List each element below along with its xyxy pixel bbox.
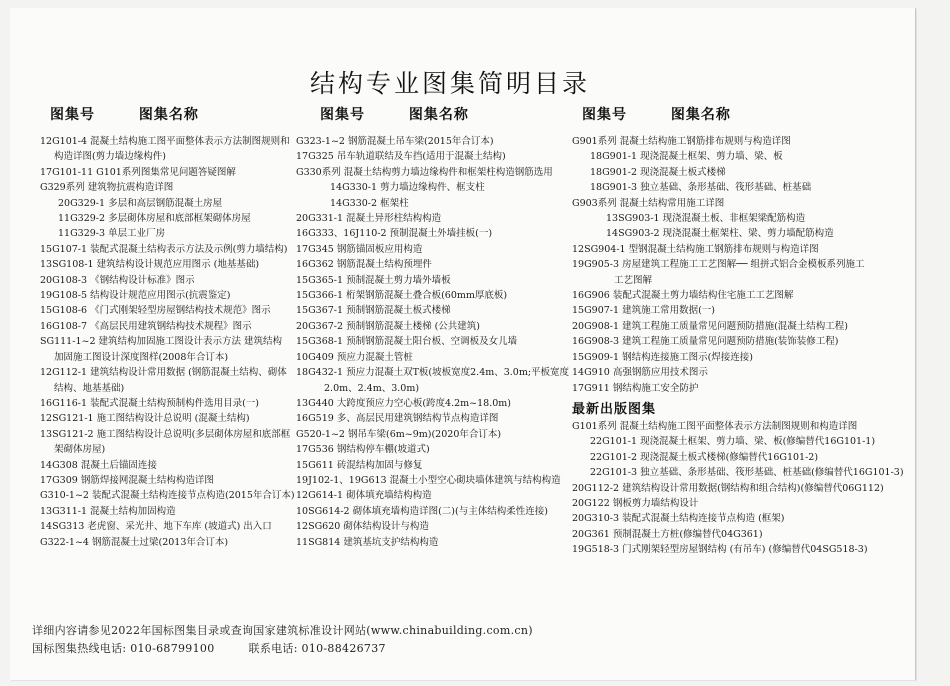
column-header	[40, 104, 295, 126]
footer-hotline: 国标图集热线电话: 010-68799100	[32, 642, 215, 655]
list-item-continuation: 加固施工图设计深度图样(2008年合订本)	[54, 351, 229, 363]
list-item: 20G310-3 装配式混凝土结构连接节点构造 (框架)	[572, 513, 785, 525]
list-item: 12SG904-1 型钢混凝土结构施工钢筋排布规则与构造详图	[572, 243, 819, 255]
column-3	[572, 104, 912, 558]
list-item: 15G365-1 预制混凝土剪力墙外墙板	[296, 274, 451, 286]
list-item: 20G361 预制混凝土方桩(修编替代04G361)	[572, 528, 763, 540]
list-item: 12G101-4 混凝土结构施工图平面整体表示方法制图规则和	[40, 136, 290, 147]
list-item: G901系列 混凝土结构施工钢筋排布规则与构造详图	[572, 136, 791, 147]
list-item: 20G108-3 《钢结构设计标准》图示	[40, 274, 195, 286]
list-item: G520-1~2 钢吊车梁(6m~9m)(2020年合订本)	[296, 428, 502, 440]
header-name: 图集名称	[138, 107, 199, 123]
list-item: 15G907-1 建筑施工常用数据(一)	[572, 305, 715, 317]
list-item-continuation: 结构、地基基础)	[54, 382, 125, 394]
new-section-title: 最新出版图集	[572, 401, 657, 417]
list-item-continuation: 构造详图(剪力墙边缘构件)	[54, 151, 166, 163]
list-item: 14G910 高强钢筋应用技术图示	[572, 367, 708, 379]
list-item: 22G101-1 现浇混凝土框架、剪力墙、梁、板(修编替代16G101-1)	[590, 436, 876, 448]
list-item: G330系列 混凝土结构剪力墙边缘构件和框架柱构造钢筋选用	[296, 166, 553, 178]
catalog-list-3	[572, 134, 912, 396]
catalog-list-2	[296, 134, 572, 550]
list-item: 16G908-3 建筑工程施工质量常见问题预防措施(装饰装修工程)	[572, 336, 839, 348]
list-item: G903系列 混凝土结构常用施工详图	[572, 197, 725, 209]
list-item: 10SG614-2 砌体填充墙构造详图(二)(与主体结构柔性连接)	[296, 505, 548, 517]
list-item: 20G112-2 建筑结构设计常用数据(钢结构和组合结构)(修编替代06G112)	[572, 482, 884, 494]
list-item: G322-1~4 钢筋混凝土过梁(2013年合订本)	[40, 536, 229, 548]
list-item: 19J102-1、19G613 混凝土小型空心砌块墙体建筑与结构构造	[296, 474, 561, 486]
list-item: 13SG108-1 建筑结构设计规范应用图示 (地基基础)	[40, 259, 260, 271]
list-item: 18G901-1 现浇混凝土框架、剪力墙、梁、板	[590, 151, 783, 163]
list-item: 19G905-3 房屋建筑工程施工工艺图解── 组拼式铝合金模板系列施工	[572, 259, 865, 271]
list-item: 22G101-2 现浇混凝土板式楼梯(修编替代16G101-2)	[590, 451, 819, 463]
list-item: 11G329-3 单层工业厂房	[58, 228, 166, 240]
list-item: 12G112-1 建筑结构设计常用数据 (钢筋混凝土结构、砌体	[40, 367, 287, 379]
header-code: 图集号	[582, 107, 627, 123]
list-item: G329系列 建筑物抗震构造详图	[40, 182, 174, 194]
list-item: 14G308 混凝土后锚固连接	[40, 459, 157, 471]
list-item: 18G901-2 现浇混凝土板式楼梯	[590, 166, 726, 178]
list-item: 14SG903-2 现浇混凝土框架柱、梁、剪力墙配筋构造	[606, 228, 834, 240]
list-item: 13G440 大跨度预应力空心板(跨度4.2m~18.0m)	[296, 397, 511, 409]
list-item: 14G330-2 框架柱	[330, 197, 409, 209]
footer-website-note: 详细内容请参见2022年国标图集目录或查询国家建筑标准设计网站(www.chinabuilding.com.cn)	[32, 624, 533, 637]
list-item: 18G901-3 独立基础、条形基础、筏形基础、桩基础	[590, 182, 812, 194]
list-item: 11G329-2 多层砌体房屋和底部框架砌体房屋	[58, 213, 251, 225]
header-name: 图集名称	[408, 107, 469, 123]
list-item: 17G325 吊车轨道联结及车挡(适用于混凝土结构)	[296, 151, 506, 163]
list-item: 20G367-2 预制钢筋混凝土楼梯 (公共建筑)	[296, 320, 481, 332]
list-item: 14G330-1 剪力墙边缘构件、框支柱	[330, 182, 485, 194]
list-item-continuation: 架砌体房屋)	[54, 444, 106, 456]
list-item: 16G362 钢筋混凝土结构预埋件	[296, 259, 432, 271]
list-item: 13SG903-1 现浇混凝土板、非框架梁配筋构造	[606, 213, 806, 225]
list-item: 18G432-1 预应力混凝土双T板(坡板宽度2.4m、3.0m;平板宽度	[296, 367, 570, 379]
list-item: 15G107-1 装配式混凝土结构表示方法及示例(剪力墙结构)	[40, 243, 288, 255]
column-1	[40, 104, 295, 550]
list-item: 22G101-3 独立基础、条形基础、筏形基础、桩基础(修编替代16G101-3)	[590, 467, 904, 479]
list-item: 20G331-1 混凝土异形柱结构构造	[296, 213, 442, 225]
list-item: 16G333、16J110-2 预制混凝土外墙挂板(一)	[296, 228, 493, 240]
list-item: 15G368-1 预制钢筋混凝土阳台板、空调板及女儿墙	[296, 336, 518, 348]
footer-contact: 联系电话: 010-88426737	[248, 642, 386, 655]
list-item: 13SG121-2 施工图结构设计总说明(多层砌体房屋和底部框	[40, 428, 291, 440]
list-item: 15G367-1 预制钢筋混凝土板式楼梯	[296, 305, 451, 317]
list-item: 15G909-1 钢结构连接施工图示(焊接连接)	[572, 351, 753, 363]
list-item: 12SG620 砌体结构设计与构造	[296, 521, 429, 533]
column-2	[296, 104, 572, 550]
list-item-continuation: 2.0m、2.4m、3.0m)	[324, 382, 420, 394]
list-item: 20G122 钢板剪力墙结构设计	[572, 497, 699, 509]
footer-phones	[32, 640, 533, 658]
header-name: 图集名称	[670, 107, 731, 123]
list-item: 16G108-7 《高层民用建筑钢结构技术规程》图示	[40, 320, 252, 332]
list-item: 12SG121-1 施工图结构设计总说明 (混凝土结构)	[40, 413, 250, 425]
list-item: 12G614-1 砌体填充墙结构构造	[296, 490, 432, 502]
list-item: 19G518-3 门式刚架轻型房屋钢结构 (有吊车) (修编替代04SG518-3)	[572, 544, 868, 556]
column-header	[296, 104, 572, 126]
list-item: 16G116-1 装配式混凝土结构预制构件选用目录(一)	[40, 397, 259, 409]
page-title: 结构专业图集简明目录	[309, 69, 590, 98]
list-item: 15G611 砖混结构加固与修复	[296, 459, 423, 471]
list-item: 17G345 钢筋锚固板应用构造	[296, 243, 423, 255]
list-item: G323-1~2 钢筋混凝土吊车梁(2015年合订本)	[296, 136, 494, 147]
column-header	[572, 104, 912, 126]
list-item: 16G519 多、高层民用建筑钢结构节点构造详图	[296, 413, 499, 425]
list-item: 15G108-6 《门式刚架轻型房屋钢结构技术规范》图示	[40, 305, 271, 317]
header-code: 图集号	[50, 107, 95, 123]
list-item: 15G366-1 桁架钢筋混凝土叠合板(60mm厚底板)	[296, 290, 508, 302]
list-item: 17G101-11 G101系列图集常见问题答疑图解	[40, 166, 236, 178]
list-item: 17G911 钢结构施工安全防护	[572, 382, 699, 394]
catalog-page	[10, 8, 916, 680]
list-item: 20G329-1 多层和高层钢筋混凝土房屋	[58, 197, 223, 209]
list-item: SG111-1~2 建筑结构加固施工图设计表示方法 建筑结构	[40, 336, 283, 348]
new-catalog-list	[572, 419, 912, 558]
catalog-list-1	[40, 134, 295, 550]
list-item: 20G908-1 建筑工程施工质量常见问题预防措施(混凝土结构工程)	[572, 320, 848, 332]
list-item: G310-1~2 装配式混凝土结构连接节点构造(2015年合订本)	[40, 490, 295, 502]
list-item: 10G409 预应力混凝土管桩	[296, 351, 413, 363]
list-item: 19G108-5 结构设计规范应用图示(抗震鉴定)	[40, 290, 231, 302]
list-item: 11SG814 建筑基坑支护结构构造	[296, 536, 439, 548]
list-item: 17G536 钢结构停车棚(坡道式)	[296, 444, 430, 456]
footer	[32, 622, 533, 658]
list-item: 16G906 装配式混凝土剪力墙结构住宅施工工艺图解	[572, 290, 794, 302]
list-item-continuation: 工艺图解	[614, 274, 653, 286]
list-item: 17G309 钢筋焊接网混凝土结构构造详图	[40, 474, 214, 486]
list-item: G101系列 混凝土结构施工图平面整体表示方法制图规则和构造详图	[572, 420, 858, 432]
list-item: 13G311-1 混凝土结构加固构造	[40, 505, 176, 517]
header-code: 图集号	[320, 107, 365, 123]
list-item: 14SG313 老虎窗、采光井、地下车库 (坡道式) 出入口	[40, 521, 272, 533]
